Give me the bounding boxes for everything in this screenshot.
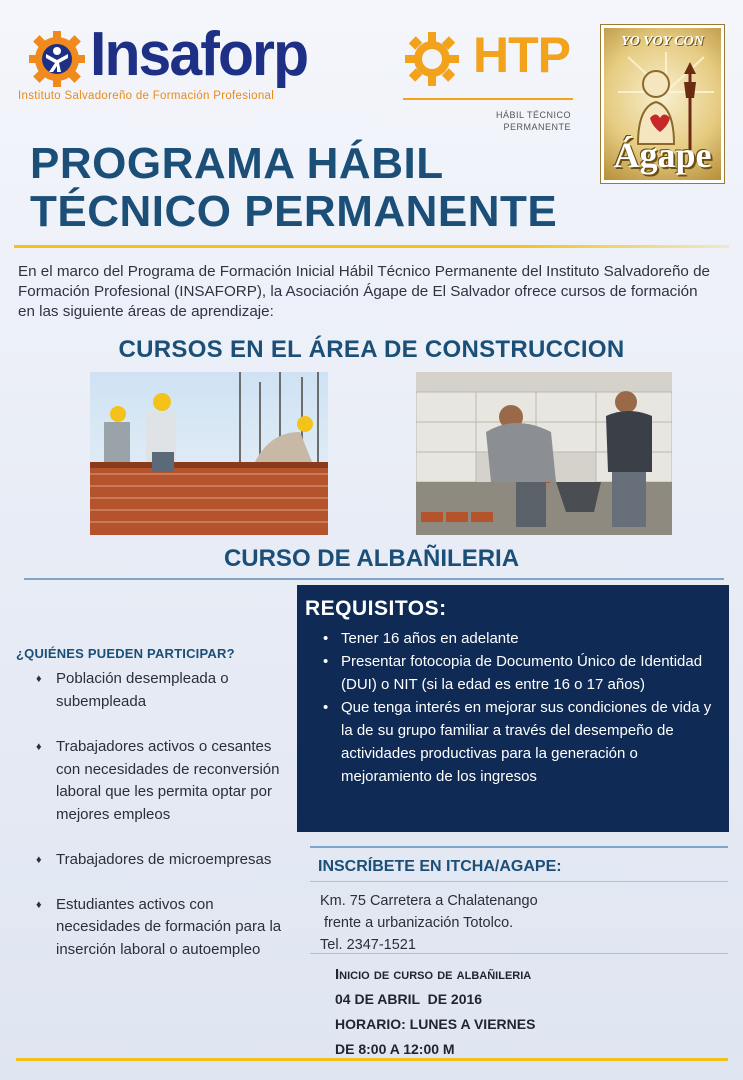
register-divider-mid <box>310 881 728 882</box>
register-divider-top <box>310 846 728 848</box>
requirements-box <box>297 585 729 832</box>
htp-subtitle-line1: HÁBIL TÉCNICO <box>495 110 571 120</box>
list-item: ♦ Trabajadores activos o cesantes con necesidades de reconversión laboral que les permita optar por mejores empleos <box>36 736 286 826</box>
list-item: ♦ Estudiantes activos con necesidades de formación para la inserción laboral o autoempleo <box>36 894 286 962</box>
bottom-divider <box>16 1058 728 1061</box>
requirements-title: REQUISITOS: <box>305 597 447 620</box>
phone-number: Tel. 2347-1521 <box>320 937 416 953</box>
intro-paragraph: En el marco del Programa de Formación Inicial Hábil Técnico Permanente del Instituto Salvadoreño de Formación Profesional (INSAFORP), la Asociación Ágape de El Salvador ofrece cursos de formación en las siguiente áreas de aprendizaje: <box>18 263 710 320</box>
list-item: ♦ Población desempleada o subempleada <box>36 668 286 713</box>
participants-title: ¿QUIÉNES PUEDEN PARTICIPAR? <box>16 646 235 661</box>
insaforp-logo <box>18 20 348 110</box>
page-title <box>30 140 557 236</box>
address-line2: frente a urbanización Totolco. <box>324 915 514 931</box>
schedule-hours: DE 8:00 A 12:00 M <box>335 1041 455 1057</box>
htp-gear-icon <box>403 30 461 88</box>
htp-wordmark: HTP <box>473 27 570 83</box>
course-title: CURSO DE ALBAÑILERIA <box>223 545 520 572</box>
section-heading: CURSOS EN EL ÁREA DE CONSTRUCCION <box>118 336 625 363</box>
bricklayers-photo-2 <box>416 372 672 535</box>
course-divider <box>24 578 724 580</box>
register-address <box>320 890 538 956</box>
page-title-line1: PROGRAMA HÁBIL <box>30 139 444 188</box>
list-item: • Que tenga interés en mejorar sus condiciones de vida y la de su grupo familiar a través del desempeño de actividades productivas para la generación o mejoramiento de los ingresos <box>323 696 715 788</box>
page-title-line2: TÉCNICO PERMANENTE <box>30 187 558 236</box>
agape-tagline: YO VOY CON <box>621 34 704 49</box>
agape-logo <box>601 25 724 183</box>
address-line1: Km. 75 Carretera a Chalatenango <box>320 893 538 909</box>
list-item: ♦ Trabajadores de microempresas <box>36 849 286 872</box>
start-date: 04 DE ABRIL DE 2016 <box>335 991 483 1007</box>
agape-wordmark: Ágape <box>613 135 712 175</box>
list-item: • Presentar fotocopia de Documento Único de Identidad (DUI) o NIT (si la edad es entre 16 o 17 años) <box>323 650 715 696</box>
htp-divider <box>403 98 573 100</box>
htp-subtitle-line2: PERMANENTE <box>503 122 571 132</box>
participants-list <box>36 668 286 961</box>
bricklayers-photo-1 <box>90 372 328 535</box>
schedule-days: HORARIO: LUNES A VIERNES <box>335 1016 536 1032</box>
register-divider-bottom <box>310 953 728 954</box>
htp-logo <box>403 27 573 140</box>
title-divider <box>14 245 729 248</box>
insaforp-subtitle: Instituto Salvadoreño de Formación Profesional <box>18 90 275 102</box>
course-start-info <box>335 962 535 1062</box>
insaforp-wordmark: Insaforp <box>90 20 308 89</box>
register-title: INSCRÍBETE EN ITCHA/AGAPE: <box>318 858 562 875</box>
list-item: • Tener 16 años en adelante <box>323 627 715 650</box>
start-label: Inicio de curso de albañileria <box>335 966 532 983</box>
requirements-list <box>305 627 715 788</box>
insaforp-gear-icon <box>28 30 86 88</box>
